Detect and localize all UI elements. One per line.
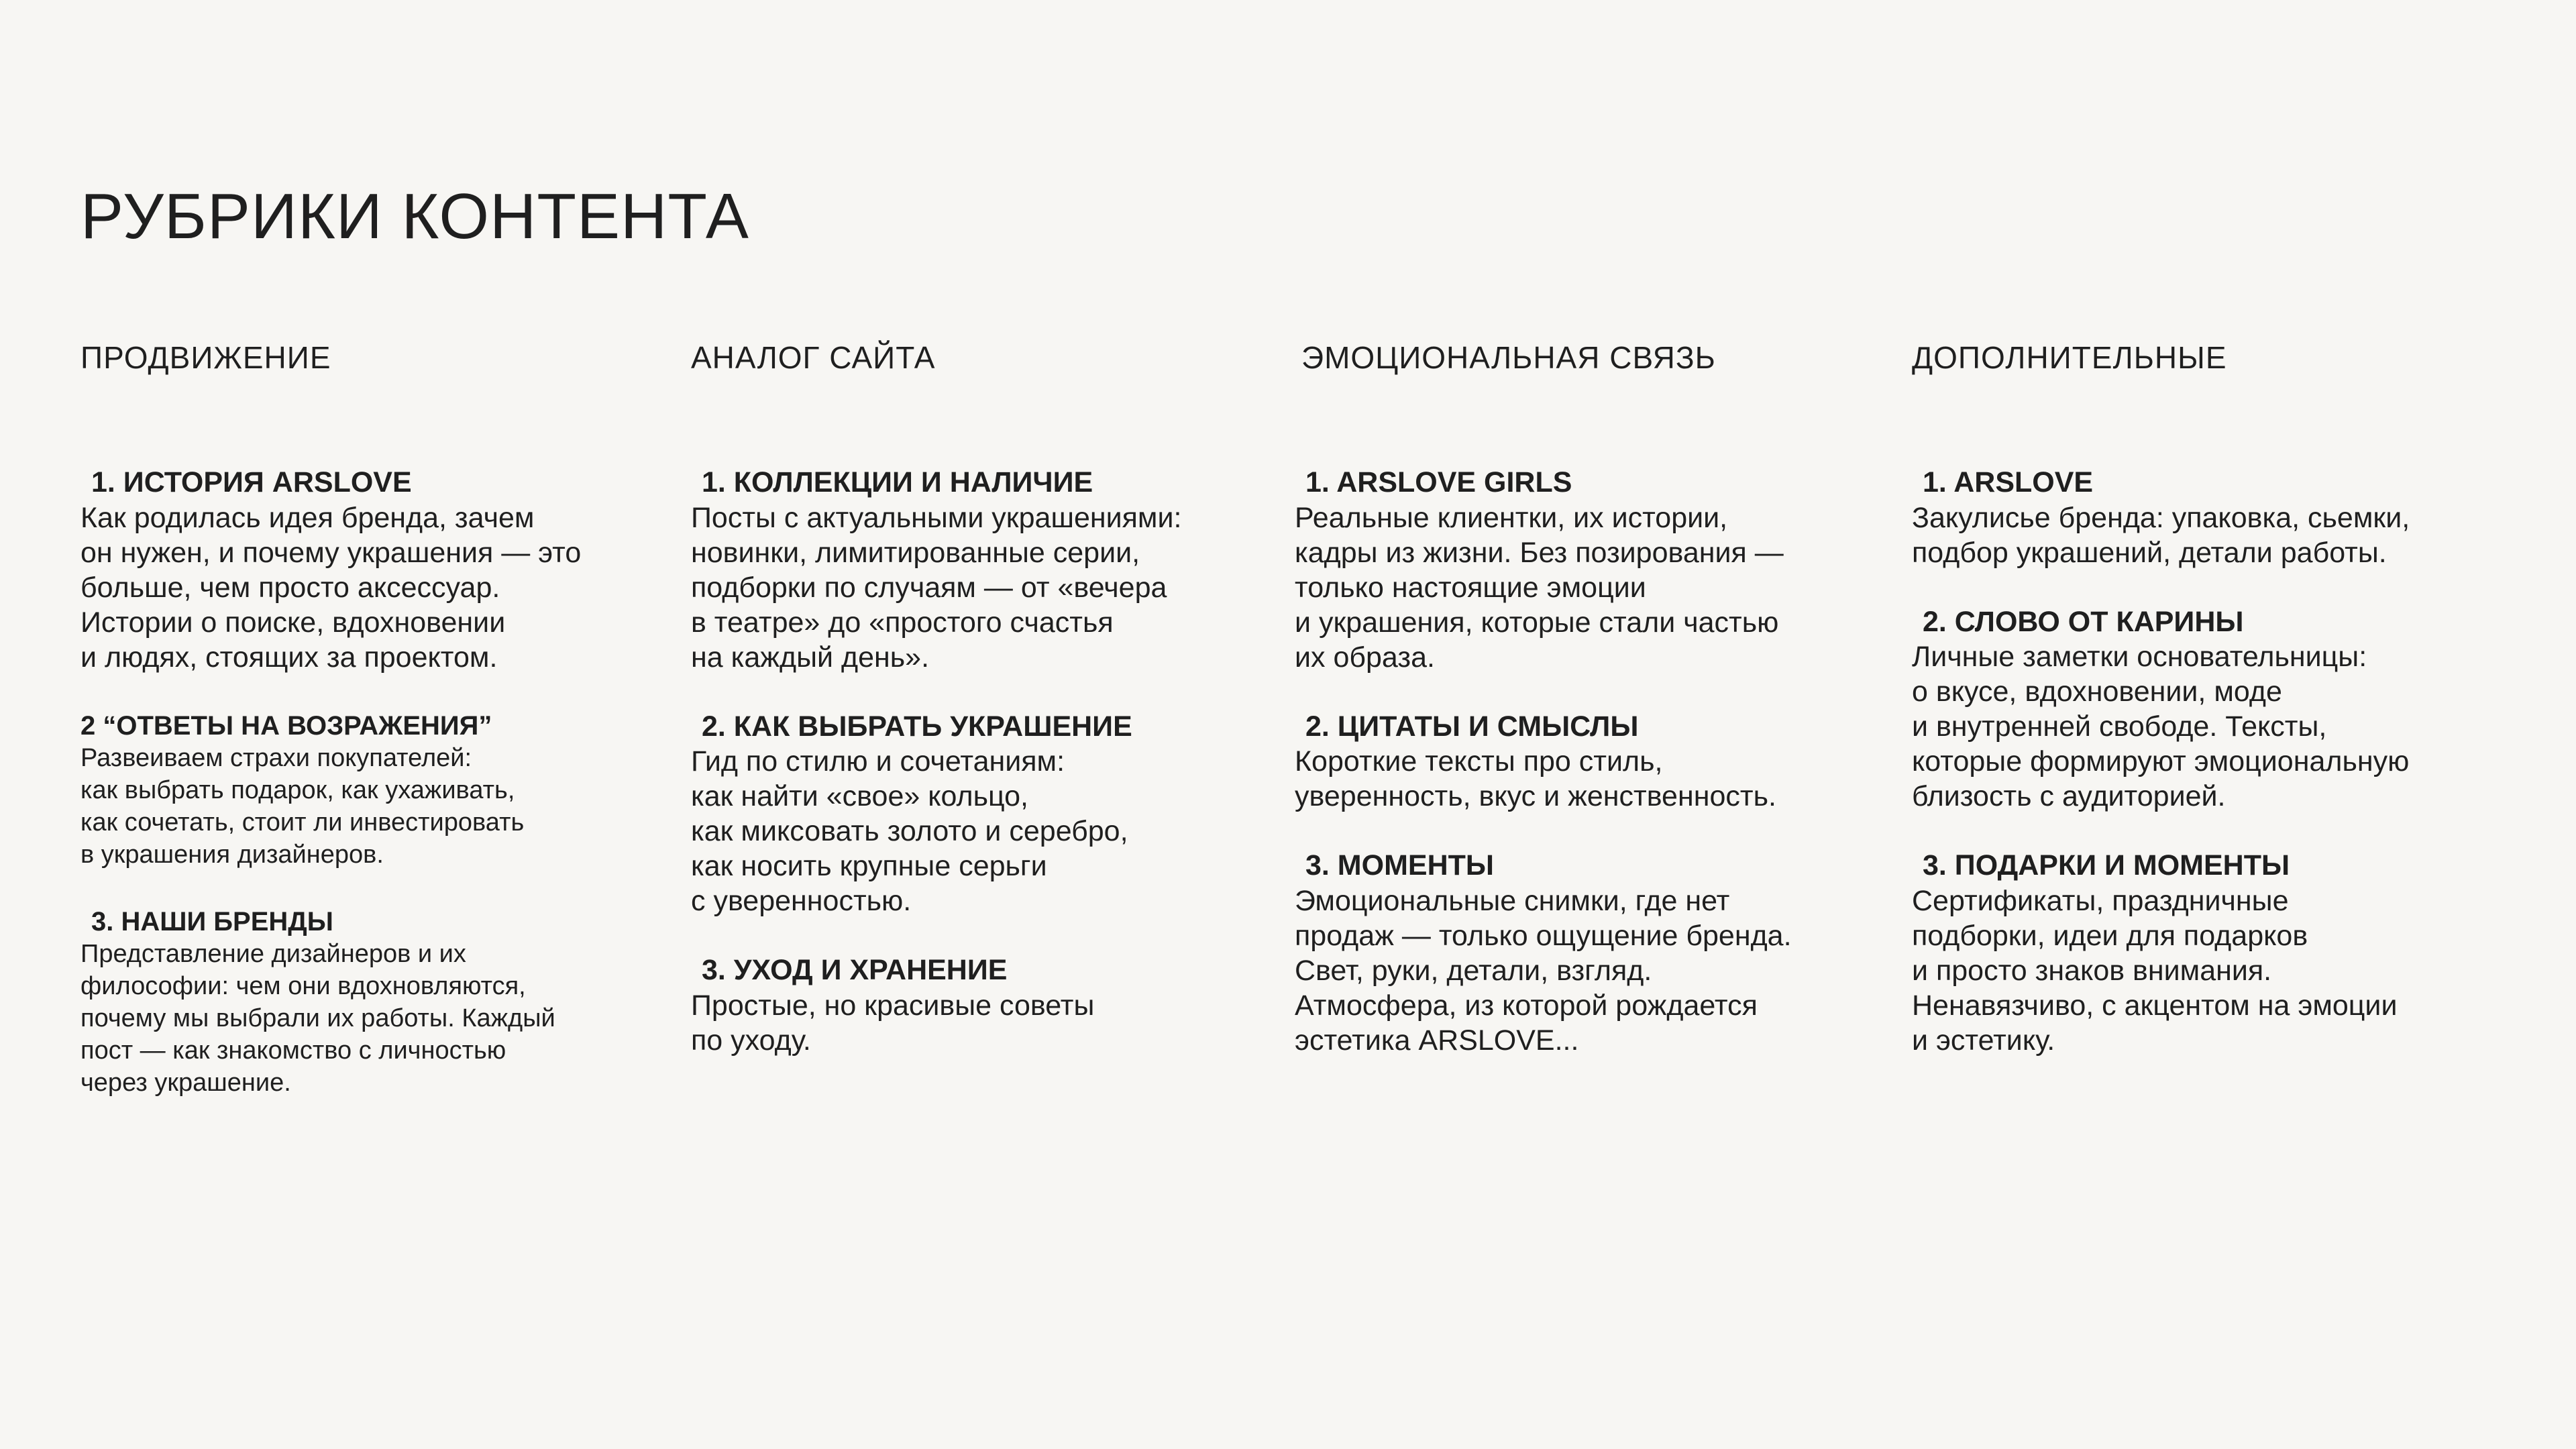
section-body: Сертификаты, праздничные подборки, идеи для подарков и просто знаков внимания. Ненавязчиво, с акцентом на эмоции и эстетику. [1912, 884, 2398, 1057]
section-title: 3. НАШИ БРЕНДЫ [91, 906, 333, 936]
section-title: 3. УХОД И ХРАНЕНИЕ [702, 954, 1008, 987]
section-title: 1. ARSLOVE GIRLS [1305, 466, 1572, 499]
section-title: 3. ПОДАРКИ И МОМЕНТЫ [1923, 849, 2290, 882]
column-title: ЭМОЦИОНАЛЬНАЯ СВЯЗЬ [1301, 340, 1716, 375]
section-body: Реальные клиентки, их истории, кадры из жизни. Без позирования — только настоящие эмоции и украшения, которые стали частью их образа. [1295, 501, 1784, 674]
content-section [1295, 710, 1845, 814]
section-title: 2. ЦИТАТЫ И СМЫСЛЫ [1305, 710, 1639, 743]
section-title: 2. СЛОВО ОТ КАРИНЫ [1923, 605, 2244, 638]
content-section [1912, 849, 2462, 1058]
content-section [1912, 466, 2462, 570]
section-body: Как родилась идея бренда, зачем он нужен, и почему украшения — это больше, чем просто аксессуар. Истории о поиске, вдохновении и людях, стоящих за проектом. [80, 501, 582, 674]
section-body: Представление дизайнеров и их философии: чем они вдохновляются, почему мы выбрали их работы. Каждый пост — как знакомство с личностью через украшение. [80, 939, 555, 1097]
section-body: Закулисье бренда: упаковка, сьемки, подбор украшений, детали работы. [1912, 501, 2410, 569]
section-body: Посты с актуальными украшениями: новинки, лимитированные серии, подборки по случаям — от «вечера в театре» до «простого счастья на каждый день». [691, 501, 1182, 674]
section-title: 3. МОМЕНТЫ [1305, 849, 1494, 882]
section-title: 1. ИСТОРИЯ ARSLOVE [91, 466, 412, 499]
section-title: 1. ARSLOVE [1923, 466, 2094, 499]
section-title: 2. КАК ВЫБРАТЬ УКРАШЕНИЕ [702, 710, 1132, 743]
column-title: АНАЛОГ САЙТА [691, 340, 936, 375]
section-body: Короткие тексты про стиль, уверенность, вкус и женственность. [1295, 745, 1776, 813]
content-section [80, 466, 631, 675]
section-body: Эмоциональные снимки, где нет продаж — только ощущение бренда. Свет, руки, детали, взгляд. Атмосфера, из которой рождается эстетика ARSLOVE... [1295, 884, 1792, 1057]
column-promotion [80, 339, 631, 1134]
section-title: 1. КОЛЛЕКЦИИ И НАЛИЧИЕ [702, 466, 1093, 499]
column-additional [1912, 339, 2462, 1093]
section-title: 2 “ОТВЕТЫ НА ВОЗРАЖЕНИЯ” [80, 710, 492, 741]
section-body: Гид по стилю и сочетаниям: как найти «свое» кольцо, как миксовать золото и серебро, как носить крупные серьги с уверенностью. [691, 745, 1128, 918]
content-section [691, 466, 1241, 675]
content-section [691, 953, 1241, 1058]
column-site-analog [691, 339, 1241, 1093]
section-body: Развеиваем страхи покупателей: как выбрать подарок, как ухаживать, как сочетать, стоит ли инвестировать в украшения дизайнеров. [80, 743, 525, 869]
column-title: ПРОДВИЖЕНИЕ [80, 340, 331, 375]
content-section [80, 710, 631, 871]
section-body: Личные заметки основательницы: о вкусе, вдохновении, моде и внутренней свободе. Тексты, которые формируют эмоциональную близость с аудиторией. [1912, 641, 2410, 813]
column-emotional-connection [1295, 339, 1845, 1093]
section-body: Простые, но красивые советы по уходу. [691, 989, 1095, 1057]
content-section [1295, 849, 1845, 1058]
content-section [691, 710, 1241, 919]
content-section [80, 906, 631, 1099]
column-title: ДОПОЛНИТЕЛЬНЫЕ [1912, 340, 2227, 375]
page-title: РУБРИКИ КОНТЕНТА [80, 180, 749, 252]
content-section [1912, 605, 2462, 814]
content-section [1295, 466, 1845, 675]
